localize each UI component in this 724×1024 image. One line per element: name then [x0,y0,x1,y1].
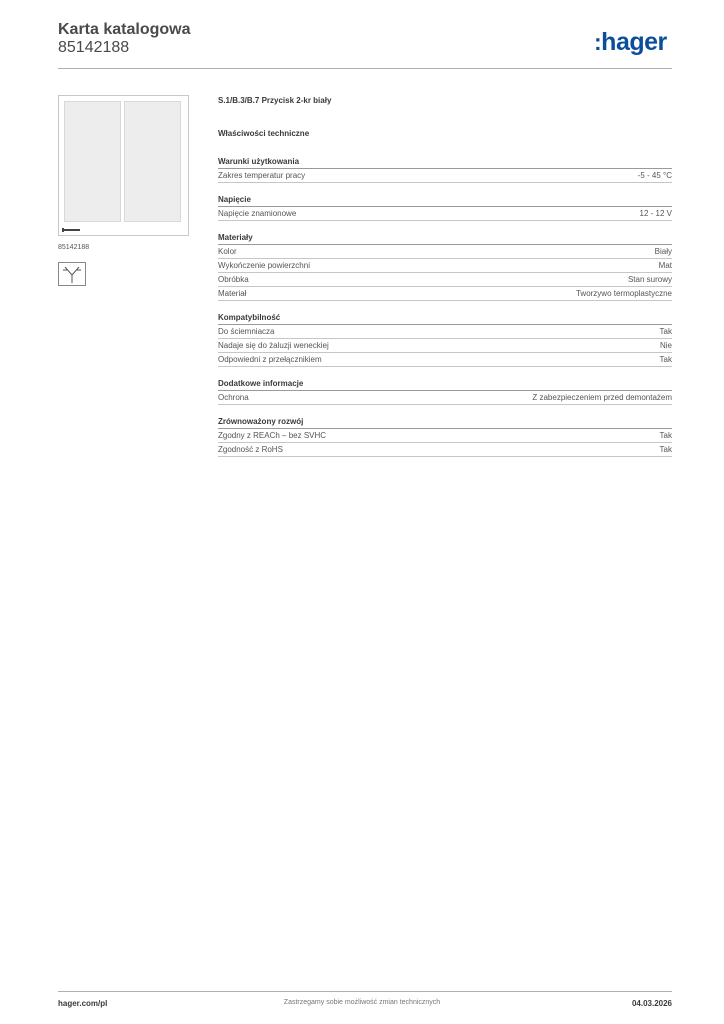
spec-row [218,259,672,273]
spec-label: Zakres temperatur pracy [218,171,306,180]
rocker-left [64,101,121,222]
spec-row [218,429,672,443]
spec-row [218,287,672,301]
spec-label: Napięcie znamionowe [218,209,297,218]
spec-row [218,207,672,221]
group-title: Kompatybilność [218,312,672,325]
spec-label: Do ściemniacza [218,327,275,336]
spec-label: Nadaje się do żaluzji weneckiej [218,341,329,350]
spec-label: Zgodność z RoHS [218,445,283,454]
spec-row [218,339,672,353]
spec-label: Wykończenie powierzchni [218,261,310,270]
logo-text: hager [601,28,667,56]
section-heading: Właściwości techniczne [218,129,310,138]
spec-value: Tak [659,327,672,336]
group-title: Materiały [218,232,672,245]
spec-value: Tak [659,355,672,364]
spec-value: Tak [659,445,672,454]
spec-label: Materiał [218,289,247,298]
page-title: Karta katalogowa [58,21,191,38]
spec-table [218,156,672,457]
spec-row [218,273,672,287]
header-divider [58,68,672,69]
spec-label: Zgodny z REACh – bez SVHC [218,431,327,440]
product-image [58,95,189,236]
group-title: Warunki użytkowania [218,156,672,169]
hager-logo: :hager [594,28,667,56]
group-title: Zrównoważony rozwój [218,416,672,429]
spec-value: Z zabezpieczeniem przed demontażem [532,393,672,402]
rocker-right [124,101,181,222]
push-button-symbol-icon [58,262,86,286]
spec-row [218,245,672,259]
spec-label: Obróbka [218,275,249,284]
footer-date: 04.03.2026 [631,999,672,1008]
website-link[interactable]: hager.com/pl [58,999,108,1008]
spec-value: Tworzywo termoplastyczne [575,289,672,298]
group-title: Napięcie [218,194,672,207]
spec-row [218,325,672,339]
footer-divider [58,991,672,992]
spec-value: -5 - 45 °C [637,171,672,180]
spec-row [218,443,672,457]
spec-row [218,391,672,405]
spec-row [218,353,672,367]
footer-disclaimer: Zastrzegamy sobie możliwość zmian technicznych [283,999,441,1006]
spec-label: Odpowiedni z przełącznikiem [218,355,322,364]
spec-value: Nie [659,341,672,350]
group-title: Dodatkowe informacje [218,378,672,391]
spec-label: Kolor [218,247,237,256]
spec-value: Stan surowy [627,275,672,284]
spec-value: 12 - 12 V [639,209,672,218]
image-caption: 85142188 [58,244,90,251]
product-name: S.1/B.3/B.7 Przycisk 2-kr biały [218,96,332,105]
spec-row [218,169,672,183]
spec-label: Ochrona [218,393,249,402]
spec-value: Biały [654,247,672,256]
spec-value: Mat [658,261,672,270]
scale-icon [62,228,80,232]
spec-value: Tak [659,431,672,440]
catalog-number: 85142188 [58,39,130,56]
